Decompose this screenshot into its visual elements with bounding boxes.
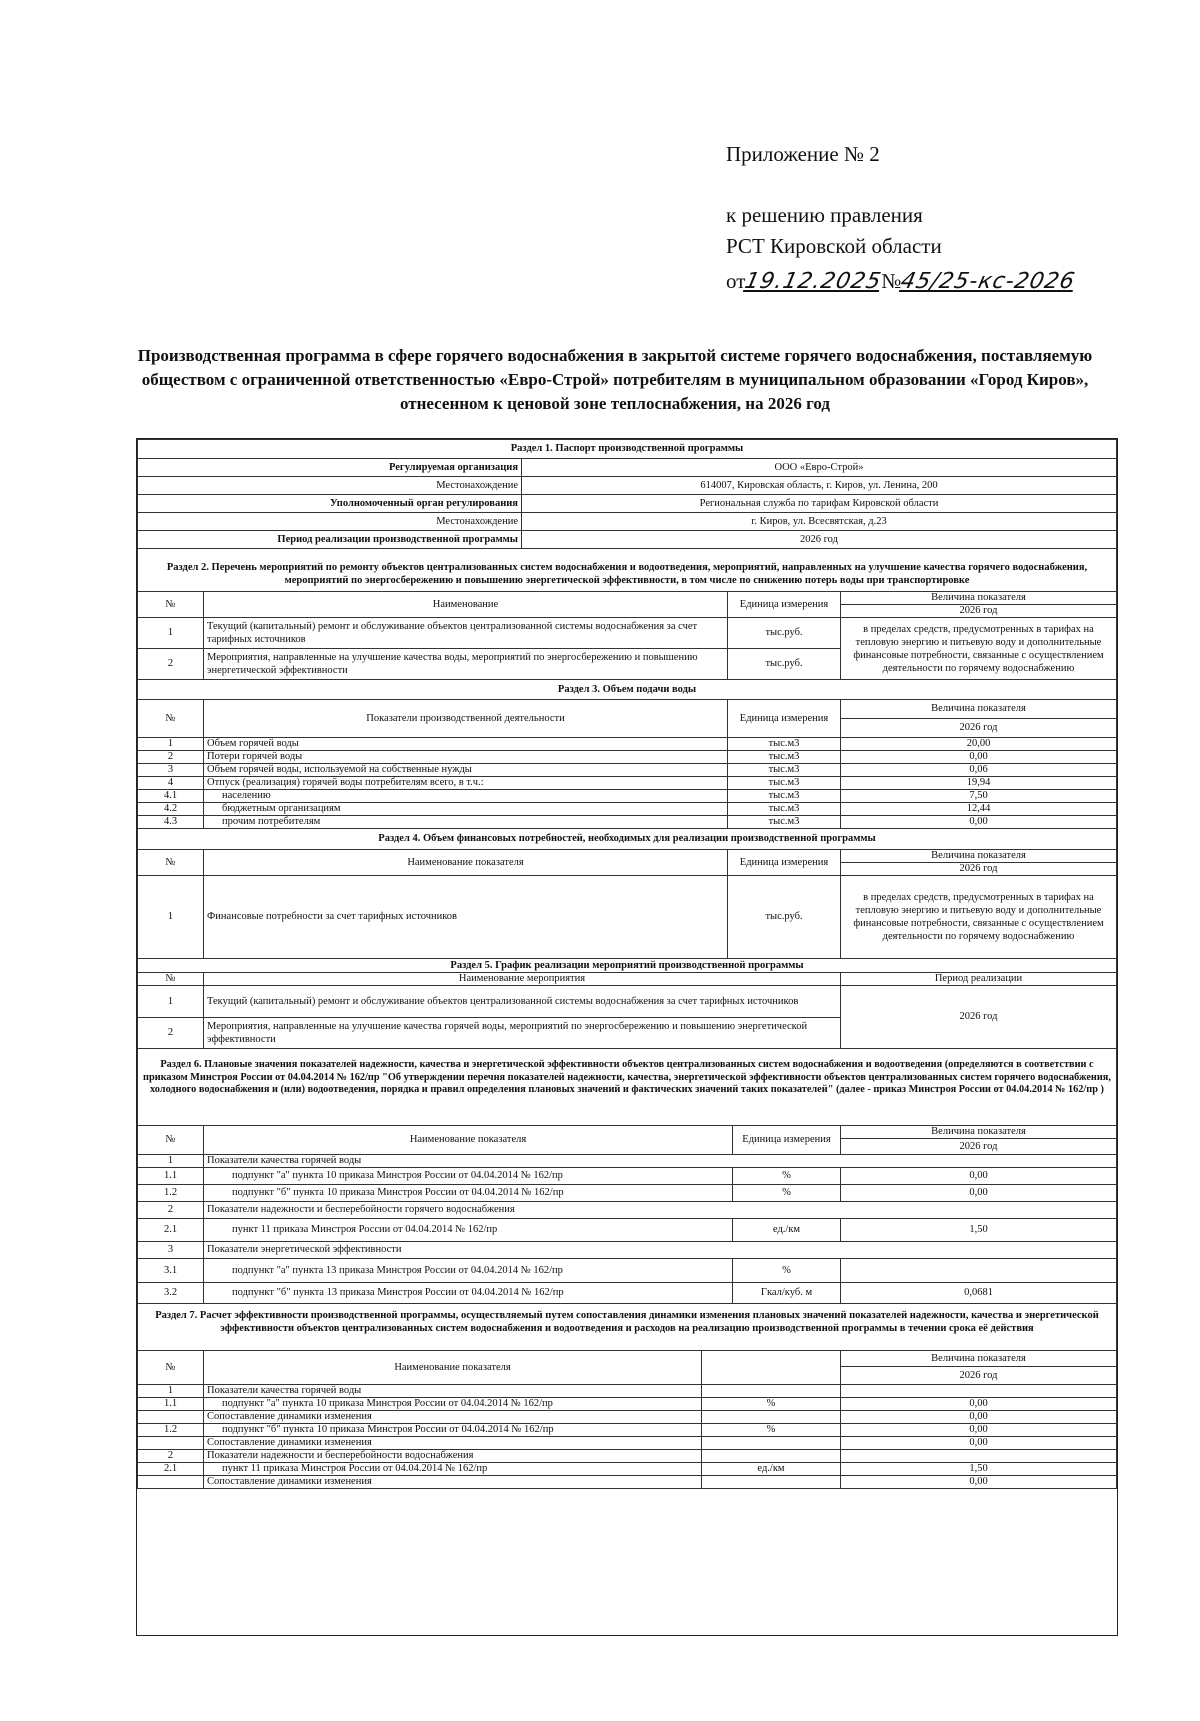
indicator-value: 0,00: [841, 1168, 1117, 1185]
indicator-name: подпункт "б" пункта 13 приказа Минстроя России от 04.04.2014 № 162/пр: [204, 1283, 733, 1304]
s7-header-unit: [702, 1351, 841, 1385]
volume-num: 4.3: [138, 816, 204, 829]
volume-value: 12,44: [841, 803, 1117, 816]
volume-name: населению: [204, 790, 728, 803]
efficiency-value: 0,00: [841, 1476, 1117, 1489]
indicator-row: [138, 1259, 1117, 1283]
s7-header-year: 2026 год: [841, 1367, 1117, 1385]
indicator-num: 2.1: [138, 1219, 204, 1242]
indicator-value: 1,50: [841, 1219, 1117, 1242]
passport-label: Уполномоченный орган регулирования: [138, 495, 522, 513]
indicator-unit: %: [733, 1259, 841, 1283]
s3-header-unit: Единица измерения: [728, 700, 841, 738]
efficiency-value: 1,50: [841, 1463, 1117, 1476]
efficiency-value: 0,00: [841, 1398, 1117, 1411]
efficiency-unit: ед./км: [702, 1463, 841, 1476]
indicator-unit: %: [733, 1185, 841, 1202]
passport-value: 614007, Кировская область, г. Киров, ул. Ленина, 200: [522, 477, 1117, 495]
indicator-num: 3.2: [138, 1283, 204, 1304]
s5-header-name: Наименование мероприятия: [204, 973, 841, 986]
s2-header-value: Величина показателя: [841, 592, 1117, 605]
volume-row: [138, 751, 1117, 764]
volume-unit: тыс.м3: [728, 764, 841, 777]
s2-row-name: Мероприятия, направленные на улучшение качества воды, мероприятий по энергосбережению и повышению энергетической эффективности: [204, 649, 728, 680]
efficiency-num: 1.2: [138, 1424, 204, 1437]
efficiency-value: [841, 1385, 1117, 1398]
efficiency-num: [138, 1437, 204, 1450]
efficiency-unit: %: [702, 1424, 841, 1437]
efficiency-name: Показатели надежности и бесперебойности водоснабжения: [204, 1450, 702, 1463]
indicator-row: [138, 1242, 1117, 1259]
passport-row: [138, 495, 1117, 513]
indicator-value: 0,00: [841, 1185, 1117, 1202]
passport-label: Регулируемая организация: [138, 459, 522, 477]
volume-unit: тыс.м3: [728, 738, 841, 751]
s5-header-num: №: [138, 973, 204, 986]
efficiency-row: [138, 1463, 1117, 1476]
s2-header-unit: Единица измерения: [728, 592, 841, 618]
section-1-passport: [137, 439, 1117, 549]
efficiency-row: [138, 1411, 1117, 1424]
efficiency-name: Сопоставление динамики изменения: [204, 1437, 702, 1450]
efficiency-name: подпункт "а" пункта 10 приказа Минстроя России от 04.04.2014 № 162/пр: [204, 1398, 702, 1411]
indicator-name: пункт 11 приказа Минстроя России от 04.04.2014 № 162/пр: [204, 1219, 733, 1242]
passport-value: 2026 год: [522, 531, 1117, 549]
efficiency-name: Сопоставление динамики изменения: [204, 1476, 702, 1489]
efficiency-num: 1: [138, 1385, 204, 1398]
passport-row: [138, 531, 1117, 549]
section-7-title: Раздел 7. Расчет эффективности производственной программы, осуществляемый путем сопоставления динамики изменения плановых значений показателей надежности, качества и энергетической эффективности объектов централизованных систем водоснабжения и водоотведения и расходов на реализацию производственной программы в течении срока её действия: [137, 1304, 1117, 1350]
volume-row: [138, 816, 1117, 829]
volume-value: 20,00: [841, 738, 1117, 751]
volume-num: 4.2: [138, 803, 204, 816]
indicator-value: [841, 1259, 1117, 1283]
passport-row: [138, 477, 1117, 495]
indicator-group-name: Показатели качества горячей воды: [204, 1155, 1117, 1168]
efficiency-name: Показатели качества горячей воды: [204, 1385, 702, 1398]
s2-header-num: №: [138, 592, 204, 618]
volume-unit: тыс.м3: [728, 790, 841, 803]
number-sign: №: [881, 269, 902, 293]
volume-name: Отпуск (реализация) горячей воды потребителям всего, в т.ч.:: [204, 777, 728, 790]
s5-period: 2026 год: [841, 986, 1117, 1049]
indicator-group-name: Показатели энергетической эффективности: [204, 1242, 1117, 1259]
document-title: Производственная программа в сфере горячего водоснабжения в закрытой системе горячего водоснабжения, поставляемую обществом с ограниченной ответственностью «Евро-Строй» потребителям в муниципальном образовании «Город Киров», отнесенном к ценовой зоне теплоснабжения, на 2026 год: [137, 346, 1093, 413]
s5-row-num: 1: [138, 986, 204, 1018]
volume-row: [138, 803, 1117, 816]
s3-header-num: №: [138, 700, 204, 738]
s3-header-name: Показатели производственной деятельности: [204, 700, 728, 738]
section-6-title: Раздел 6. Плановые значения показателей надежности, качества и энергетической эффективности объектов централизованных систем водоснабжения и водоотведения (определяются в соответствии с приказом Минстроя России от 04.04.2014 № 162/пр "Об утверждении перечня показателей надежности, качества, энергетической эффективности объектов централизованных систем горячего водоснабжения, холодного водоснабжения и (или) водоотведения, порядка и правил определения плановых значений и фактических значений таких показателей" (далее - приказ Минстроя России от 04.04.2014 № 162/пр ): [137, 1049, 1117, 1125]
efficiency-unit: [702, 1437, 841, 1450]
passport-row: [138, 459, 1117, 477]
s2-row-num: 1: [138, 618, 204, 649]
efficiency-value: 0,00: [841, 1411, 1117, 1424]
indicator-name: подпункт "б" пункта 10 приказа Минстроя России от 04.04.2014 № 162/пр: [204, 1185, 733, 1202]
s2-row-name: Текущий (капитальный) ремонт и обслуживание объектов централизованной системы водоснабжения за счет тарифных источников: [204, 618, 728, 649]
s3-header-value: Величина показателя: [841, 700, 1117, 719]
volume-num: 3: [138, 764, 204, 777]
indicator-unit: ед./км: [733, 1219, 841, 1242]
s7-header-name: Наименование показателя: [204, 1351, 702, 1385]
indicator-num: 1.1: [138, 1168, 204, 1185]
efficiency-unit: [702, 1476, 841, 1489]
volume-value: 7,50: [841, 790, 1117, 803]
section-1-title: Раздел 1. Паспорт производственной программы: [138, 440, 1117, 459]
passport-label: Местонахождение: [138, 513, 522, 531]
passport-value: Региональная служба по тарифам Кировской области: [522, 495, 1117, 513]
s2-header-year: 2026 год: [841, 605, 1117, 618]
s5-row-name: Текущий (капитальный) ремонт и обслуживание объектов централизованной системы водоснабжения за счет тарифных источников: [204, 986, 841, 1018]
s6-header-value: Величина показателя: [841, 1126, 1117, 1139]
s6-header-num: №: [138, 1126, 204, 1155]
volume-name: Потери горячей воды: [204, 751, 728, 764]
section-4-title: Раздел 4. Объем финансовых потребностей, необходимых для реализации производственной программы: [138, 829, 1117, 850]
passport-row: [138, 513, 1117, 531]
efficiency-name: Сопоставление динамики изменения: [204, 1411, 702, 1424]
s3-header-year: 2026 год: [841, 719, 1117, 738]
efficiency-name: подпункт "б" пункта 10 приказа Минстроя России от 04.04.2014 № 162/пр: [204, 1424, 702, 1437]
volume-row: [138, 790, 1117, 803]
indicator-row: [138, 1185, 1117, 1202]
indicator-num: 1.2: [138, 1185, 204, 1202]
indicator-name: подпункт "а" пункта 13 приказа Минстроя России от 04.04.2014 № 162/пр: [204, 1259, 733, 1283]
from-label: от: [726, 269, 746, 293]
efficiency-row: [138, 1437, 1117, 1450]
volume-name: прочим потребителям: [204, 816, 728, 829]
s2-value-text: в пределах средств, предусмотренных в тарифах на тепловую энергию и питьевую воду и дополнительные финансовые потребности, связанные с осуществлением деятельности по горячему водоснабжению: [841, 618, 1117, 680]
volume-unit: тыс.м3: [728, 816, 841, 829]
volume-num: 4.1: [138, 790, 204, 803]
volume-num: 4: [138, 777, 204, 790]
handwritten-date: 19.12.2025: [742, 269, 885, 294]
efficiency-value: [841, 1450, 1117, 1463]
efficiency-value: 0,00: [841, 1437, 1117, 1450]
passport-label: Период реализации производственной программы: [138, 531, 522, 549]
section-2-title: Раздел 2. Перечень мероприятий по ремонту объектов централизованных систем водоснабжения и водоотведения, мероприятий, направленных на улучшение качества горячего водоснабжения, мероприятий по энергосбережению и повышению энергетической эффективности, в том числе по снижению потерь воды при транспортировке: [137, 549, 1117, 591]
s4-row-unit: тыс.руб.: [728, 876, 841, 959]
efficiency-row: [138, 1450, 1117, 1463]
s6-header-year: 2026 год: [841, 1139, 1117, 1155]
s4-row-num: 1: [138, 876, 204, 959]
indicator-name: подпункт "а" пункта 10 приказа Минстроя России от 04.04.2014 № 162/пр: [204, 1168, 733, 1185]
efficiency-num: [138, 1476, 204, 1489]
annex-line-decision: к решению правления: [726, 203, 923, 227]
indicator-unit: %: [733, 1168, 841, 1185]
annex-title: Приложение № 2: [726, 142, 880, 166]
volume-name: бюджетным организациям: [204, 803, 728, 816]
s4-header-unit: Единица измерения: [728, 850, 841, 876]
s5-header-period: Период реализации: [841, 973, 1117, 986]
volume-unit: тыс.м3: [728, 751, 841, 764]
s7-header-num: №: [138, 1351, 204, 1385]
efficiency-row: [138, 1476, 1117, 1489]
s4-header-num: №: [138, 850, 204, 876]
efficiency-name: пункт 11 приказа Минстроя России от 04.04.2014 № 162/пр: [204, 1463, 702, 1476]
volume-unit: тыс.м3: [728, 777, 841, 790]
program-frame: [136, 438, 1118, 1636]
indicator-row: [138, 1155, 1117, 1168]
indicator-row: [138, 1219, 1117, 1242]
indicator-row: [138, 1202, 1117, 1219]
volume-row: [138, 777, 1117, 790]
s4-value-text: в пределах средств, предусмотренных в тарифах на тепловую энергию и питьевую воду и дополнительные финансовые потребности, связанные с осуществлением деятельности по горячему водоснабжению: [841, 876, 1117, 959]
s2-header-name: Наименование: [204, 592, 728, 618]
s4-header-value: Величина показателя: [841, 850, 1117, 863]
volume-num: 2: [138, 751, 204, 764]
indicator-unit: Гкал/куб. м: [733, 1283, 841, 1304]
volume-name: Объем горячей воды: [204, 738, 728, 751]
efficiency-unit: [702, 1411, 841, 1424]
volume-value: 0,00: [841, 751, 1117, 764]
section-2-table: [137, 591, 1117, 1049]
efficiency-unit: %: [702, 1398, 841, 1411]
indicator-num: 2: [138, 1202, 204, 1219]
indicator-value: 0,0681: [841, 1283, 1117, 1304]
annex-line-authority: РСТ Кировской области: [726, 234, 942, 258]
s4-header-name: Наименование показателя: [204, 850, 728, 876]
s7-header-value: Величина показателя: [841, 1351, 1117, 1367]
efficiency-num: 2: [138, 1450, 204, 1463]
s5-row-num: 2: [138, 1018, 204, 1049]
volume-row: [138, 738, 1117, 751]
s2-row-num: 2: [138, 649, 204, 680]
s2-row-unit: тыс.руб.: [728, 618, 841, 649]
s6-header-unit: Единица измерения: [733, 1126, 841, 1155]
efficiency-value: 0,00: [841, 1424, 1117, 1437]
passport-label: Местонахождение: [138, 477, 522, 495]
s6-header-name: Наименование показателя: [204, 1126, 733, 1155]
s4-row-name: Финансовые потребности за счет тарифных источников: [204, 876, 728, 959]
section-3-title: Раздел 3. Объем подачи воды: [138, 680, 1117, 700]
section-7-table: [137, 1350, 1117, 1489]
efficiency-num: 1.1: [138, 1398, 204, 1411]
section-5-title: Раздел 5. График реализации мероприятий производственной программы: [138, 959, 1117, 973]
volume-value: 19,94: [841, 777, 1117, 790]
efficiency-unit: [702, 1385, 841, 1398]
efficiency-num: 2.1: [138, 1463, 204, 1476]
volume-row: [138, 764, 1117, 777]
annex-line-date-number: [726, 269, 1078, 294]
passport-value: ООО «Евро-Строй»: [522, 459, 1117, 477]
volume-num: 1: [138, 738, 204, 751]
indicator-num: 3: [138, 1242, 204, 1259]
indicator-row: [138, 1283, 1117, 1304]
efficiency-unit: [702, 1450, 841, 1463]
efficiency-row: [138, 1385, 1117, 1398]
s5-row-name: Мероприятия, направленные на улучшение качества горячей воды, мероприятий по энергосбережению и повышению энергетической эффективности: [204, 1018, 841, 1049]
section-6-table: [137, 1125, 1117, 1304]
s2-row-unit: тыс.руб.: [728, 649, 841, 680]
indicator-row: [138, 1168, 1117, 1185]
indicator-group-name: Показатели надежности и бесперебойности горячего водоснабжения: [204, 1202, 1117, 1219]
efficiency-num: [138, 1411, 204, 1424]
indicator-num: 1: [138, 1155, 204, 1168]
s4-header-year: 2026 год: [841, 863, 1117, 876]
passport-value: г. Киров, ул. Всесвятская, д.23: [522, 513, 1117, 531]
efficiency-row: [138, 1424, 1117, 1437]
indicator-num: 3.1: [138, 1259, 204, 1283]
efficiency-row: [138, 1398, 1117, 1411]
handwritten-number: 45/25-кс-2026: [898, 269, 1078, 294]
volume-name: Объем горячей воды, используемой на собственные нужды: [204, 764, 728, 777]
volume-value: 0,06: [841, 764, 1117, 777]
volume-unit: тыс.м3: [728, 803, 841, 816]
volume-value: 0,00: [841, 816, 1117, 829]
